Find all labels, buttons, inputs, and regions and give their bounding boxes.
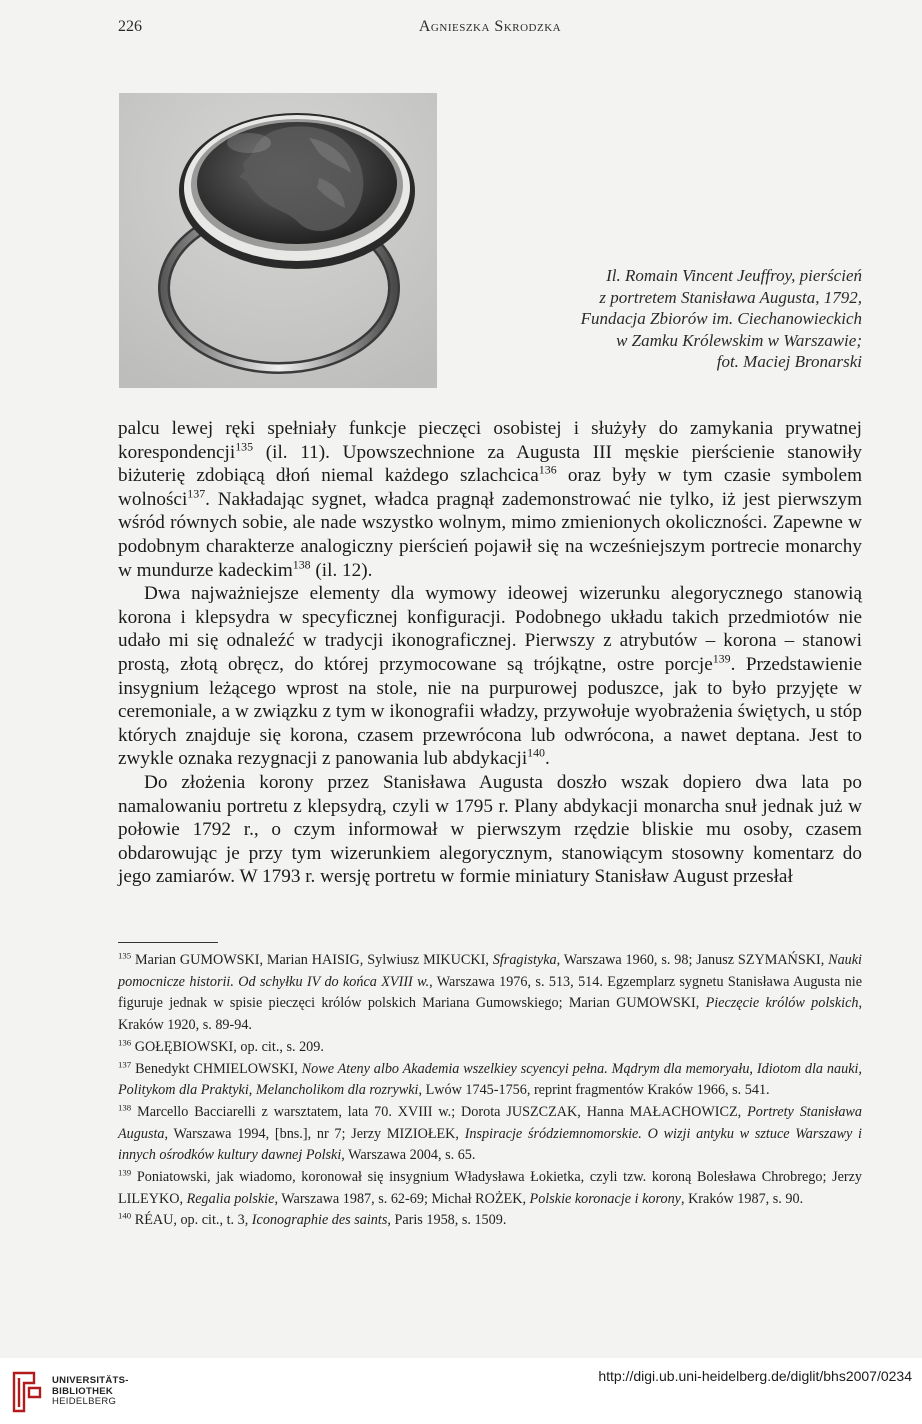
footnote-ref[interactable]: 135 [235, 439, 254, 454]
paragraph: Do złożenia korony przez Stanisława Augusta doszło wszak dopiero dwa lata po namalowaniu portretu z klepsydrą, czyli w 1795 r. Plany abdykacji monarcha snuł jednak już w połowie 1792 r., o czym informował w pierwszym rzędzie bliskie mu osoby, czasem obdarowując je przy tym wizerunkiem alegorycznym, stanowiącym stosowny komentarz do jego zamiarów. W 1793 r. wersję portretu w formie miniatury Stanisław August przesłał [118, 771, 862, 888]
paragraph: palcu lewej ręki spełniały funkcje pieczęci osobistej i służyły do zamykania prywatnej korespondencji$^{135}$ (il. 11). Upowszechnione za Augusta III męskie pierścienie stanowiły biżuterię zdobiącą dłoń niemal każdego szlachcica$^{136}$ oraz były w tym czasie symbolem wolności$^{137}$. Nakładając sygnet, władca pragnął zademonstrować nie tylko, iż jest pierwszym wśród równych sobie, ale nade wszystko wolnym, mimo zmienionych okoliczności. Zapewne w podobnym charakterze analogiczny pierścień pojawił się na wcześniejszym portrecie monarchy w mundurze kadeckim$^{138}$ (il. 12). [118, 418, 862, 581]
footnote-divider [118, 942, 218, 943]
footnote: $^{138}$ Marcello Bacciarelli z warsztatem, lata 70. XVIII w.; Dorota JUSZCZAK, Hanna MAŁACHOWICZ, Portrety Stanisława Augusta, Warszawa 1994, [bns.], nr 7; Jerzy MIZIOŁEK, Inspiracje śródziemnomorskie. O wizji antyku w sztuce Warszawy i innych ośrodków kultury dawnej Polski, Warszawa 2004, s. 65. [118, 1102, 862, 1164]
library-logo-icon[interactable] [10, 1367, 46, 1415]
footnote: $^{135}$ Marian GUMOWSKI, Marian HAISIG, Sylwiusz MIKUCKI, Sfragistyka, Warszawa 1960, s. 98; Janusz SZYMAŃSKI, Nauki pomocnicze historii. Od schyłku IV do końca XVIII w., Warszawa 1976, s. 513, 514. Egzemplarz sygnetu Stanisława Augusta nie figuruje jednak w spisie pieczęci królów polskich Mariana Gumowskiego; Marian GUMOWSKI, Pieczęcie królów polskich, Kraków 1920, s. 89-94. [118, 950, 863, 1034]
footnote-ref[interactable]: 139 [712, 651, 731, 666]
footnote: $^{137}$ Benedykt CHMIELOWSKI, Nowe Ateny albo Akademia wszelkiey scyencyi pełna. Mądrym dla memoryału, Idiotom dla nauki, Politykom dla Praktyki, Melancholikom dla rozrywki, Lwów 1745-1756, reprint fragmentów Kraków 1966, s. 541. [118, 1058, 862, 1099]
caption-line: w Zamku Królewskim w Warszawie; [616, 330, 862, 350]
paragraph: Dwa najważniejsze elementy dla wymowy ideowej wizerunku alegorycznego stanowią korona i klepsydra w specyficznej konfiguracji. Podobnego układu takich przedmiotów nie udało mi się odnaleźć w tradycji ikonograficznej. Pierwszy z atrybutów – korona – stanowi prostą, złotą obręcz, do której przymocowane są trójkątne, ostre porcje$^{139}$. Przedstawienie insygnium leżącego wprost na stole, nie na purpurowej poduszce, jak to było przyjęte w ceremoniale, a w związku z tym w ikonografii władzy, przywołuje wyobrażenia świętych, u stóp których znajduje się korona, czasem przewrócona lub odwrócona, a nawet deptana. Jest to zwykle oznaka rezygnacji z panowania lub abdykacji$^{140}$. [118, 583, 862, 770]
running-head: Agnieszka Skrodzka [418, 18, 562, 35]
footnotes [118, 950, 862, 1232]
body-text [118, 417, 862, 889]
footnote: $^{140}$ RÉAU, op. cit., t. 3, Iconographie des saints, Paris 1958, s. 1509. [118, 1210, 507, 1229]
library-name: UNIVERSITÄTS- BIBLIOTHEK HEIDELBERG [52, 1375, 129, 1407]
page-number: 226 [118, 18, 142, 35]
footnote: $^{136}$ GOŁĘBIOWSKI, op. cit., s. 209. [118, 1037, 324, 1055]
digitization-footer [0, 1358, 922, 1424]
footnote-ref[interactable]: 137 [187, 486, 206, 501]
caption-line: fot. Maciej Bronarski [716, 352, 862, 371]
figure-caption [470, 265, 862, 373]
footnote-ref[interactable]: 136 [538, 462, 557, 477]
caption-line: Fundacja Zbiorów im. Ciechanowieckich [580, 309, 862, 328]
ring-photo [119, 93, 437, 388]
caption-line: Il. Romain Vincent Jeuffroy, pierścień [606, 266, 862, 285]
source-url-link[interactable]: http://digi.ub.uni-heidelberg.de/diglit/bhs2007/0234 [598, 1368, 912, 1384]
footnote: $^{139}$ Poniatowski, jak wiadomo, koronował się insygnium Władysława Łokietka, czyli tzw. koroną Bolesława Chrobrego; Jerzy LILEYKO, Regalia polskie, Warszawa 1987, s. 62-69; Michał ROŻEK, Polskie koronacje i korony, Kraków 1987, s. 90. [118, 1167, 862, 1207]
caption-line: z portretem Stanisława Augusta, 1792, [599, 287, 862, 307]
footnote-ref[interactable]: 140 [527, 745, 545, 760]
page-header [118, 18, 862, 44]
footnote-ref[interactable]: 138 [292, 557, 311, 572]
ring-photo-icon [119, 93, 437, 388]
